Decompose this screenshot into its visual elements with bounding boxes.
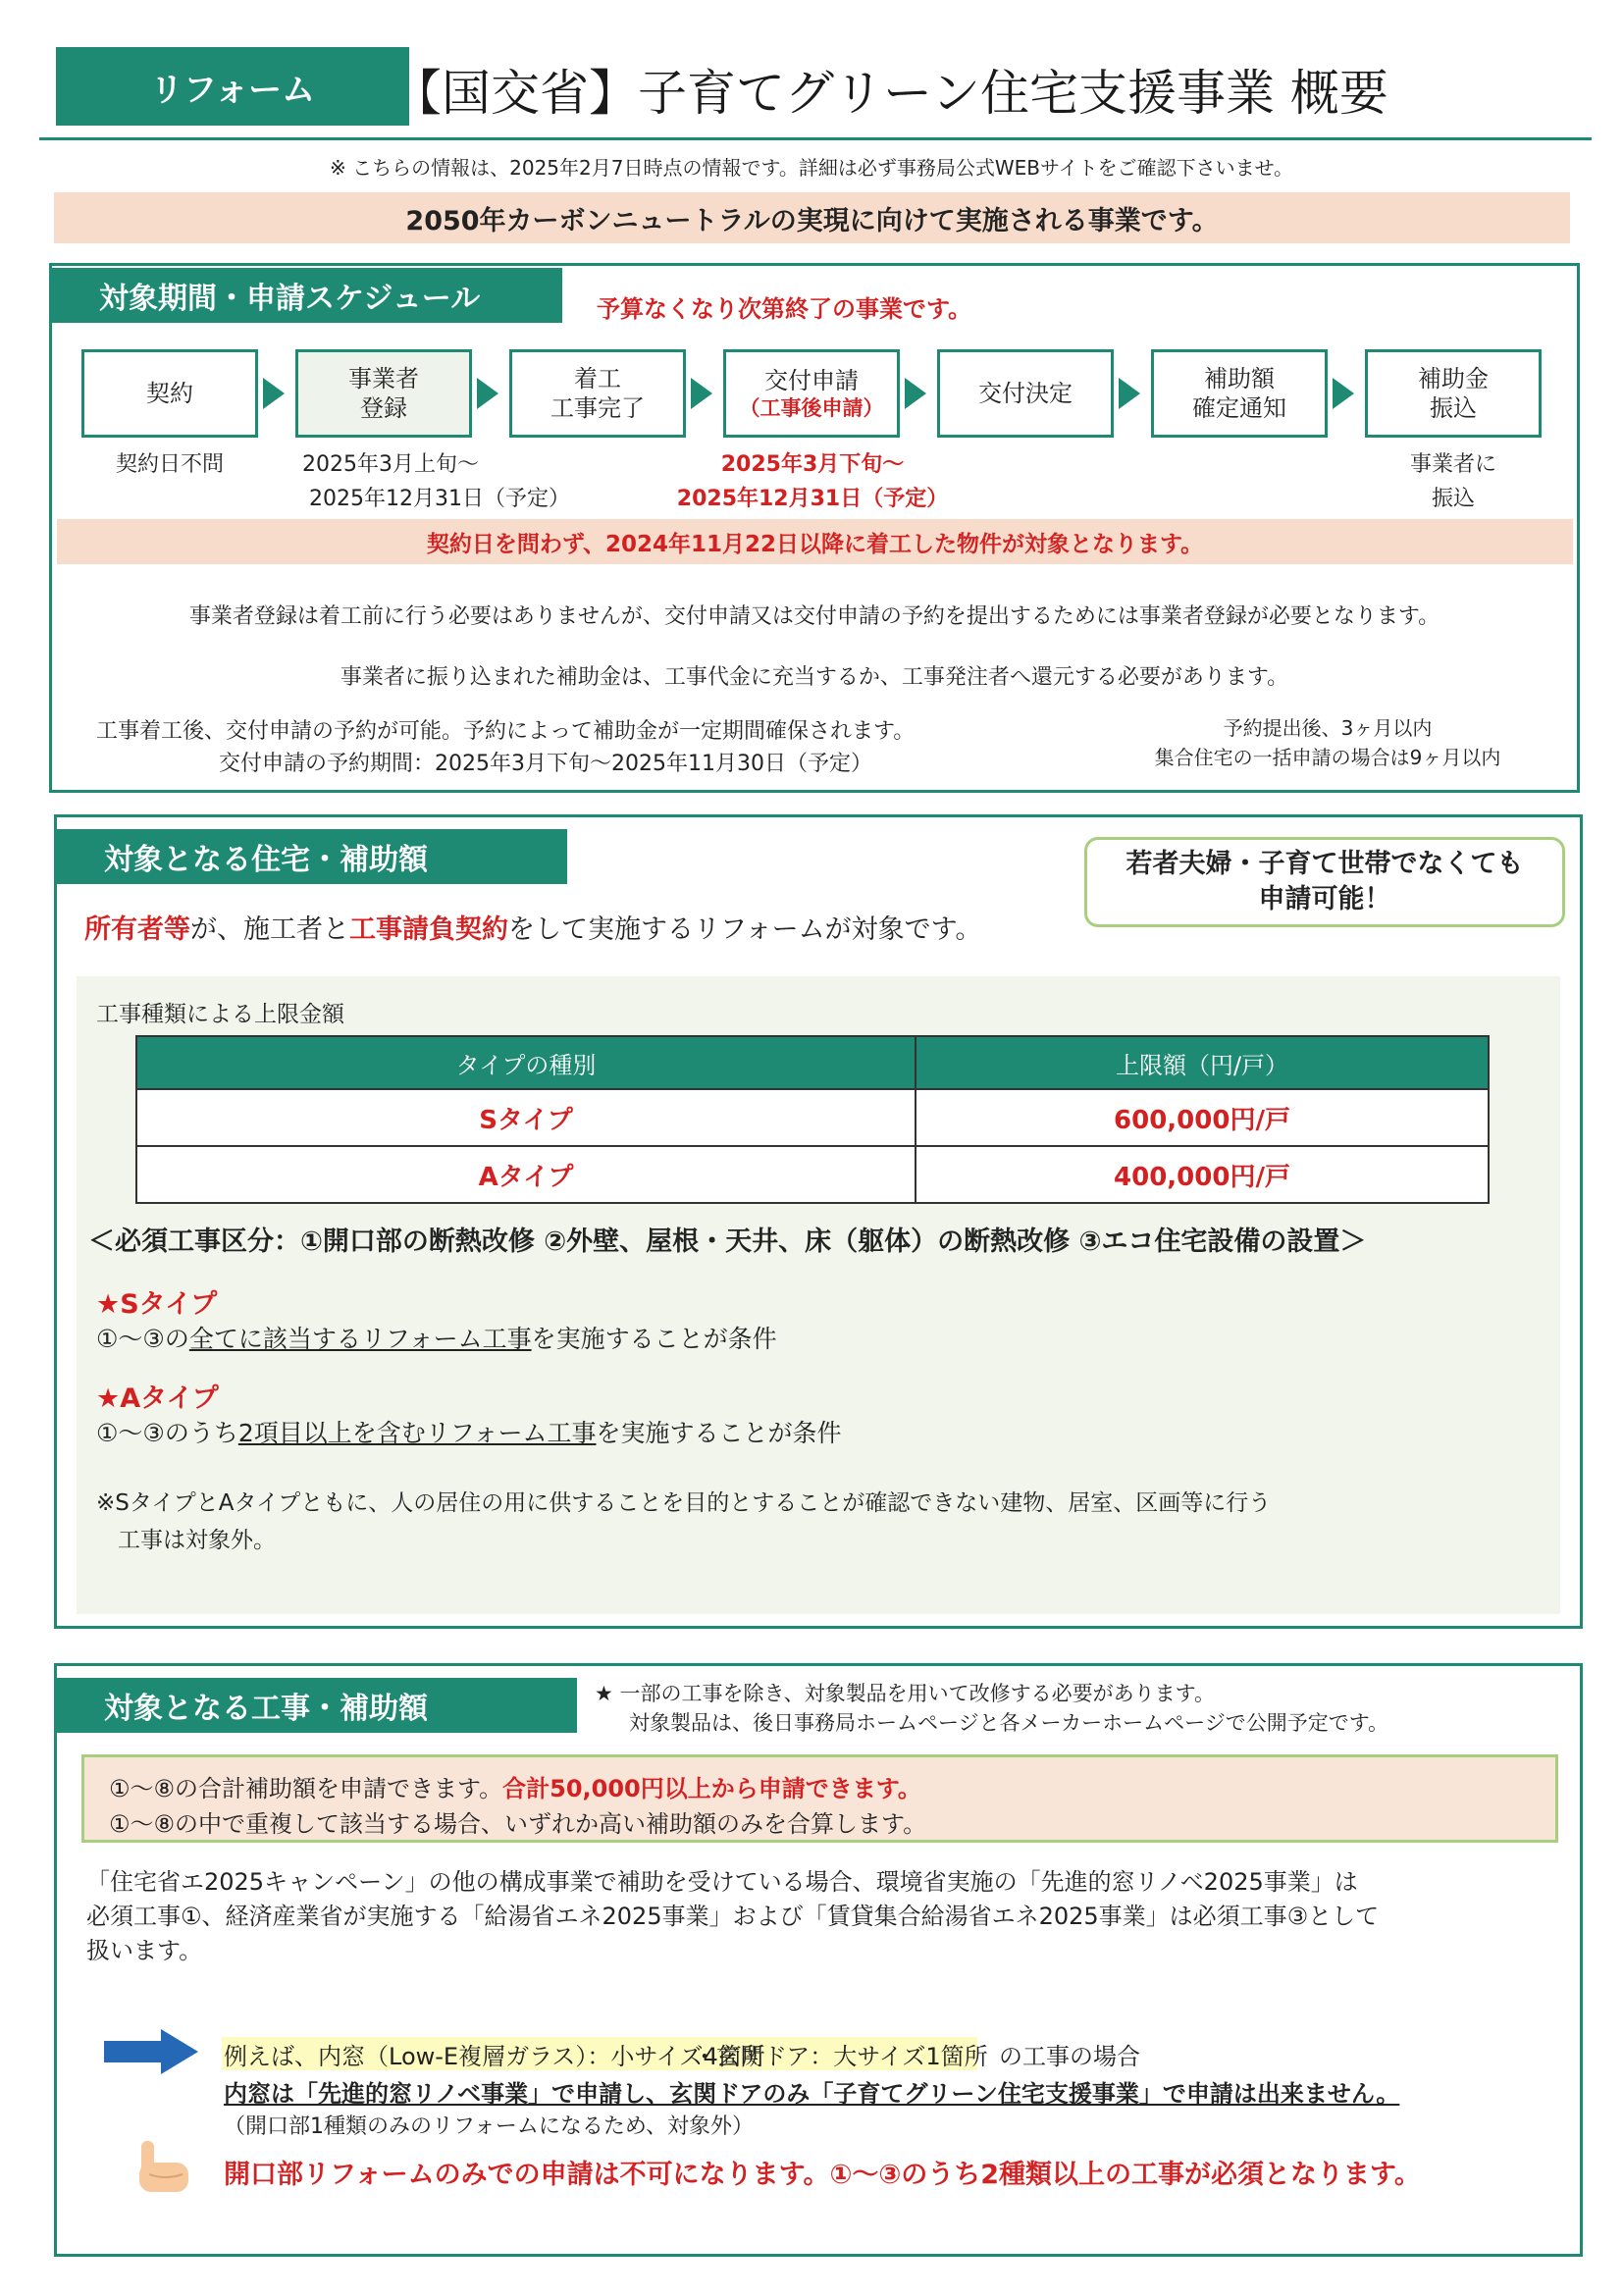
- application-rule-box: [81, 1754, 1558, 1843]
- exclusion-note-1: ※SタイプとAタイプともに、人の居住の用に供することを目的とすることが確認できない建物、居室、区画等に行う: [96, 1490, 1272, 1516]
- step-amount-notice: 補助額 確定通知: [1151, 349, 1328, 438]
- pointing-hand-icon: [135, 2139, 196, 2198]
- reservation-note: 工事着工後、交付申請の予約が可能。予約によって補助金が一定期間確保されます。: [96, 719, 916, 744]
- arrow-right-icon: [691, 378, 712, 409]
- budget-note: 予算なくなり次第終了の事業です。: [597, 295, 972, 323]
- col-limit-header: 上限額（円/戸）: [916, 1036, 1489, 1089]
- arrow-right-icon: [263, 378, 285, 409]
- step-contract: 契約: [81, 349, 258, 438]
- limit-cell: 600,000円/戸: [916, 1089, 1489, 1146]
- eligibility-callout: 若者夫婦・子育て世帯でなくても 申請可能！: [1084, 837, 1565, 927]
- application-period-end: 2025年12月31日（予定）: [676, 487, 949, 511]
- reservation-period: 交付申請の予約期間：2025年3月下旬～2025年11月30日（予定）: [219, 752, 872, 776]
- category-badge: リフォーム: [56, 47, 409, 126]
- step-registration: 事業者 登録: [295, 349, 472, 438]
- arrow-right-icon: [1333, 378, 1354, 409]
- product-note-1: ★ 一部の工事を除き、対象製品を用いて改修する必要があります。: [595, 1682, 1215, 1705]
- housing-intro: 所有者等が、施工者と工事請負契約をして実施するリフォームが対象です。: [84, 914, 982, 945]
- s-type-heading: ★Sタイプ: [96, 1289, 218, 1320]
- works-heading: 対象となる工事・補助額: [57, 1678, 577, 1733]
- table-header-row: [136, 1036, 1489, 1089]
- arrow-right-icon: [104, 2027, 202, 2076]
- type-cell: Sタイプ: [136, 1089, 916, 1146]
- arrow-right-icon: [905, 378, 926, 409]
- example-door: ・玄関ドア：大サイズ1箇所: [693, 2043, 988, 2070]
- s-type-condition: ①～③の全てに該当するリフォーム工事を実施することが条件: [96, 1325, 777, 1353]
- start-date-banner: 契約日を問わず、2024年11月22日以降に着工した物件が対象となります。: [57, 519, 1573, 564]
- example-suffix: の工事の場合: [999, 2043, 1140, 2070]
- example-explanation: 内窓は「先進的窓リノベ事業」で申請し、玄関ドアのみ「子育てグリーン住宅支援事業」で申請は出来ません。: [224, 2080, 1400, 2108]
- overlap-rule: ①～⑧の中で重複して該当する場合、いずれか高い補助額のみを合算します。: [109, 1810, 927, 1838]
- col-type-header: タイプの種別: [136, 1036, 916, 1089]
- registration-note: 事業者登録は着工前に行う必要はありませんが、交付申請又は交付申請の予約を提出するためには事業者登録が必要となります。: [188, 604, 1440, 629]
- table-caption: 工事種類による上限金額: [96, 1002, 344, 1027]
- limit-table: [135, 1035, 1490, 1204]
- final-warning: 開口部リフォームのみでの申請は不可になります。①～③のうち2種類以上の工事が必須となります。: [224, 2160, 1421, 2190]
- total-rule: ①～⑧の合計補助額を申請できます。合計50,000円以上から申請できます。: [109, 1775, 921, 1802]
- step-decision: 交付決定: [937, 349, 1114, 438]
- product-note-2: 対象製品は、後日事務局ホームページと各メーカーホームページで公開予定です。: [629, 1711, 1389, 1735]
- housing-heading: 対象となる住宅・補助額: [57, 829, 567, 884]
- title-divider: [39, 137, 1592, 140]
- table-row: [136, 1146, 1489, 1203]
- arrow-right-icon: [1119, 378, 1140, 409]
- campaign-note-3: 扱います。: [86, 1937, 203, 1964]
- subsidy-note: 事業者に振り込まれた補助金は、工事代金に充当するか、工事発注者へ還元する必要があります。: [340, 665, 1289, 690]
- example-windows: 例えば、内窓（Low-E複層ガラス）：小サイズ4箇所: [224, 2043, 765, 2070]
- works-panel: [54, 1663, 1583, 2257]
- a-type-condition: ①～③のうち2項目以上を含むリフォーム工事を実施することが条件: [96, 1419, 842, 1447]
- transfer-label-1: 事業者に: [1409, 452, 1496, 477]
- campaign-note-2: 必須工事①、経済産業省が実施する「給湯省エネ2025事業」および「賃貸集合給湯省エネ2025事業」は必須工事③として: [86, 1903, 1380, 1930]
- page-title: 【国交省】子育てグリーン住宅支援事業 概要: [393, 65, 1388, 122]
- bulk-deadline: 集合住宅の一括申請の場合は9ヶ月以内: [1154, 746, 1501, 769]
- type-cell: Aタイプ: [136, 1146, 916, 1203]
- transfer-label-2: 振込: [1431, 487, 1475, 511]
- arrow-right-icon: [477, 378, 498, 409]
- housing-panel: [54, 814, 1583, 1629]
- application-period-start: 2025年3月下旬～: [720, 452, 905, 477]
- schedule-heading: 対象期間・申請スケジュール: [52, 268, 562, 323]
- registration-period-end: 2025年12月31日（予定）: [309, 487, 570, 511]
- limit-cell: 400,000円/戸: [916, 1146, 1489, 1203]
- campaign-note-1: 「住宅省エ2025キャンペーン」の他の構成事業で補助を受けている場合、環境省実施の「先進的窓リノベ2025事業」は: [86, 1868, 1358, 1896]
- reservation-deadline: 予約提出後、3ヶ月以内: [1223, 716, 1433, 740]
- info-date-note: ※ こちらの情報は、2025年2月7日時点の情報です。詳細は必ず事務局公式WEBサイトをご確認下さいませ。: [330, 156, 1293, 180]
- step-transfer: 補助金 振込: [1365, 349, 1542, 438]
- limits-area: [77, 976, 1560, 1614]
- registration-period-start: 2025年3月上旬～: [302, 452, 479, 477]
- a-type-heading: ★Aタイプ: [96, 1383, 219, 1414]
- example-reason: （開口部1種類のみのリフォームになるため、対象外）: [224, 2114, 755, 2139]
- contract-date-label: 契約日不問: [115, 452, 224, 477]
- required-works: ＜必須工事区分：①開口部の断熱改修 ②外壁、屋根・天井、床（躯体）の断熱改修 ③エコ住宅設備の設置＞: [88, 1226, 1367, 1257]
- step-construction: 着工 工事完了: [509, 349, 686, 438]
- carbon-banner: 2050年カーボンニュートラルの実現に向けて実施される事業です。: [54, 192, 1570, 243]
- table-row: [136, 1089, 1489, 1146]
- step-application: 交付申請 （工事後申請）: [723, 349, 900, 438]
- exclusion-note-2: 工事は対象外。: [118, 1528, 276, 1553]
- schedule-panel: [49, 263, 1580, 793]
